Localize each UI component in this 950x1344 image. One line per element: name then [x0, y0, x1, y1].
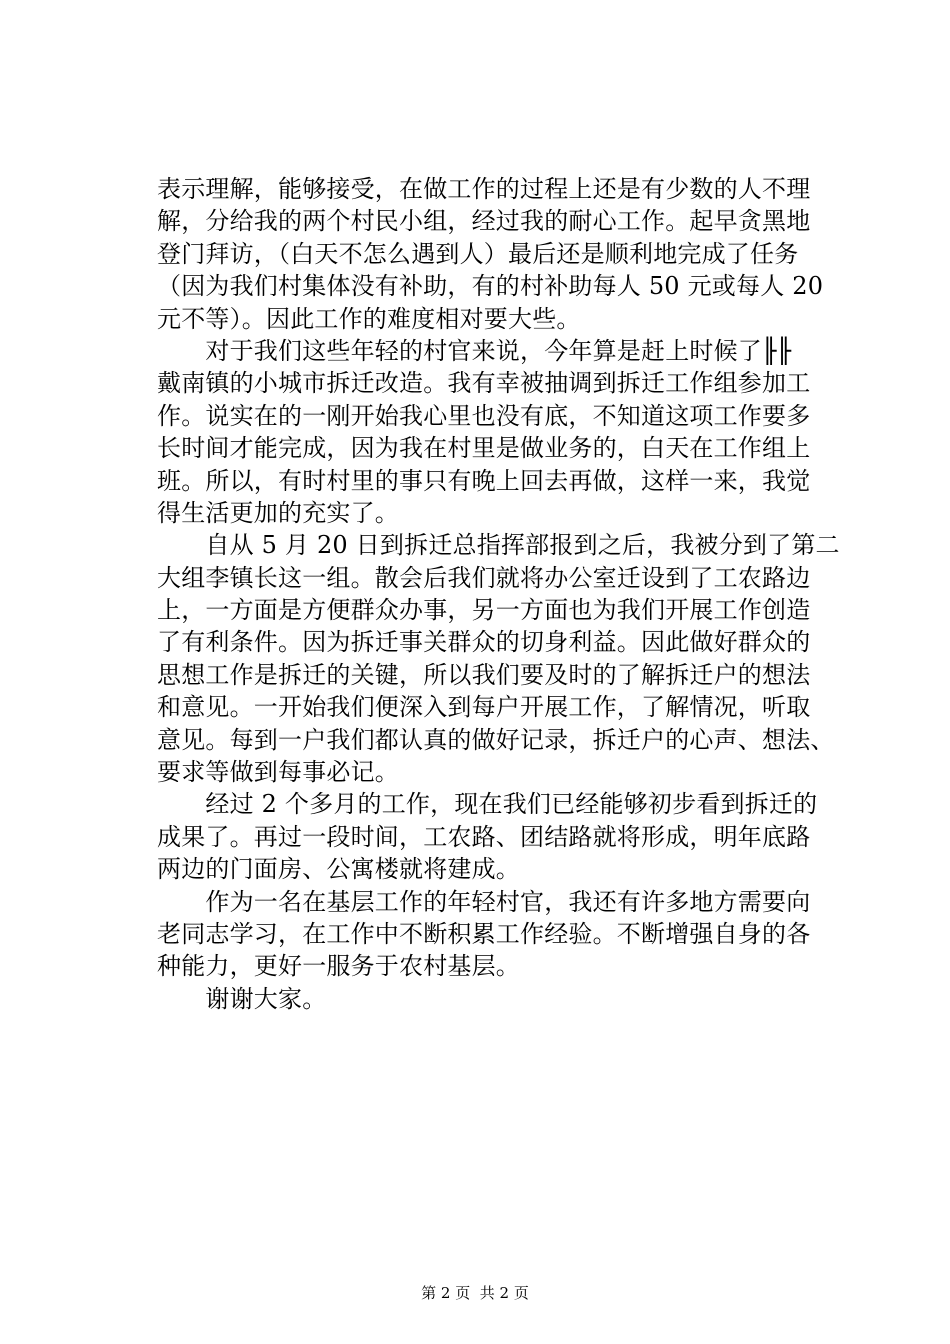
text-line: 意见。每到一户我们都认真的做好记录，拆迁户的心声、想法、 — [157, 725, 835, 754]
text-line: 自从 5 月 20 日到拆迁总指挥部报到之后，我被分到了第二 — [157, 531, 840, 560]
text-line: 上，一方面是方便群众办事，另一方面也为我们开展工作创造 — [157, 596, 811, 625]
text-line: 长时间才能完成，因为我在村里是做业务的，白天在工作组上 — [157, 434, 811, 463]
text-line: 作为一名在基层工作的年轻村官，我还有许多地方需要向 — [157, 887, 811, 916]
text-line: 了有利条件。因为拆迁事关群众的切身利益。因此做好群众的 — [157, 628, 811, 657]
text-line: 经过 2 个多月的工作，现在我们已经能够初步看到拆迁的 — [157, 790, 818, 819]
text-line: 戴南镇的小城市拆迁改造。我有幸被抽调到拆迁工作组参加工 — [157, 369, 811, 398]
text-line: 解，分给我的两个村民小组，经过我的耐心工作。起早贪黑地 — [157, 207, 811, 236]
text-line: 作。说实在的一刚开始我心里也没有底，不知道这项工作要多 — [157, 401, 811, 430]
text-line: 要求等做到每事必记。 — [157, 758, 399, 787]
text-line: （因为我们村集体没有补助，有的村补助每人 50 元或每人 20 — [157, 272, 824, 301]
text-line: 表示理解，能够接受，在做工作的过程上还是有少数的人不理 — [157, 175, 811, 203]
text-line: 班。所以，有时村里的事只有晚上回去再做，这样一来，我觉 — [157, 466, 811, 495]
text-line: 得生活更加的充实了。 — [157, 498, 399, 527]
text-line: 成果了。再过一段时间，工农路、团结路就将形成，明年底路 — [157, 822, 811, 851]
text-line: 对于我们这些年轻的村官来说，今年算是赶上时候了╟╟ — [157, 336, 792, 365]
text-line: 和意见。一开始我们便深入到每户开展工作，了解情况，听取 — [157, 693, 811, 722]
text-line: 思想工作是拆迁的关键，所以我们要及时的了解拆迁户的想法 — [157, 660, 811, 689]
page-number-footer: 第 2 页 共 2 页 — [421, 1284, 529, 1302]
text-line: 种能力，更好一服务于农村基层。 — [157, 952, 520, 981]
text-line: 大组李镇长这一组。散会后我们就将办公室迁设到了工农路边 — [157, 563, 811, 592]
text-line: 老同志学习，在工作中不断积累工作经验。不断增强自身的各 — [157, 919, 811, 948]
text-line: 谢谢大家。 — [157, 984, 327, 1013]
text-line: 两边的门面房、公寓楼就将建成。 — [157, 855, 520, 884]
body-text — [157, 173, 840, 1015]
text-line: 元不等）。因此工作的难度相对要大些。 — [157, 304, 581, 333]
text-line: 登门拜访，（白天不怎么遇到人）最后还是顺利地完成了任务 — [157, 239, 799, 268]
